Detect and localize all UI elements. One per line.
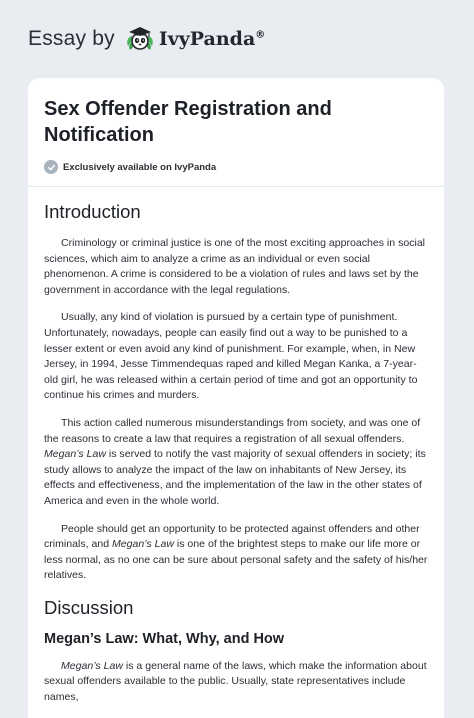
paragraph — [44, 659, 428, 706]
paragraph-text: People should get an opportunity to be protected against offenders and other criminals, and — [44, 522, 420, 551]
paragraph: Usually, any kind of violation is pursued by a certain type of punishment. Unfortunately, nowadays, people can easily find out a way to be punished to a lesser extent or even avoid any kind of punishment. For example, when, in New Jersey, in 1994, Jesse Timmendequas raped and killed Megan Kanka, a 7-year-old girl, he was released within a certain period of time and got an opportunity to continue his crimes and murders. — [44, 311, 418, 402]
ivypanda-logo[interactable] — [125, 24, 265, 54]
paragraph-text: This action called numerous misunderstandings from society, and was one of the reasons to create a law that requires a registration of all sexual offenders. — [44, 416, 421, 445]
law-name: Megan’s Law — [44, 448, 106, 461]
essay-by-label: Essay by — [28, 27, 115, 50]
law-name: Megan’s Law — [112, 538, 174, 551]
law-name: Megan’s Law — [61, 659, 123, 672]
paragraph — [44, 416, 428, 510]
brand-name: IvyPanda® — [158, 28, 266, 50]
paragraph-text: is served to notify the vast majority of sexual offenders in society; its study allows to analyze the impact of the law on inhabitants of New Jersey, its effects and effectiveness, and the implementation of the law in the other states of America and even in the whole world. — [44, 448, 426, 507]
registered-mark: ® — [255, 29, 266, 41]
exclusive-badge — [44, 160, 428, 174]
section-heading-introduction: Introduction — [44, 201, 141, 222]
paragraph-text: is a general name of the laws, which make the information about sexual offenders available to the public. Usually, state representatives include names, — [44, 659, 427, 704]
panda-graduate-icon — [125, 24, 155, 54]
paragraph — [44, 522, 428, 584]
paragraph-text: is one of the brightest steps to make our life more or less normal, as no one can be sure about personal safety and the safety of his/her relatives. — [44, 538, 428, 582]
section-heading-discussion: Discussion — [44, 596, 134, 618]
essay-card — [28, 78, 444, 718]
exclusive-badge-text: Exclusively available on IvyPanda — [63, 161, 217, 173]
essay-title: Sex Offender Registration and Notification — [44, 98, 332, 146]
paragraph: Criminology or criminal justice is one of the most exciting approaches in social sciences, which aim to analyze a crime as an individual or even social phenomenon. A crime is considered to be a violation of rules and laws set by the government in accordance with the legal regulations. — [44, 237, 426, 296]
divider — [28, 186, 444, 187]
site-header — [0, 0, 474, 78]
check-circle-icon — [44, 160, 58, 174]
subheading-megans-law: Megan’s Law: What, Why, and How — [44, 630, 285, 647]
